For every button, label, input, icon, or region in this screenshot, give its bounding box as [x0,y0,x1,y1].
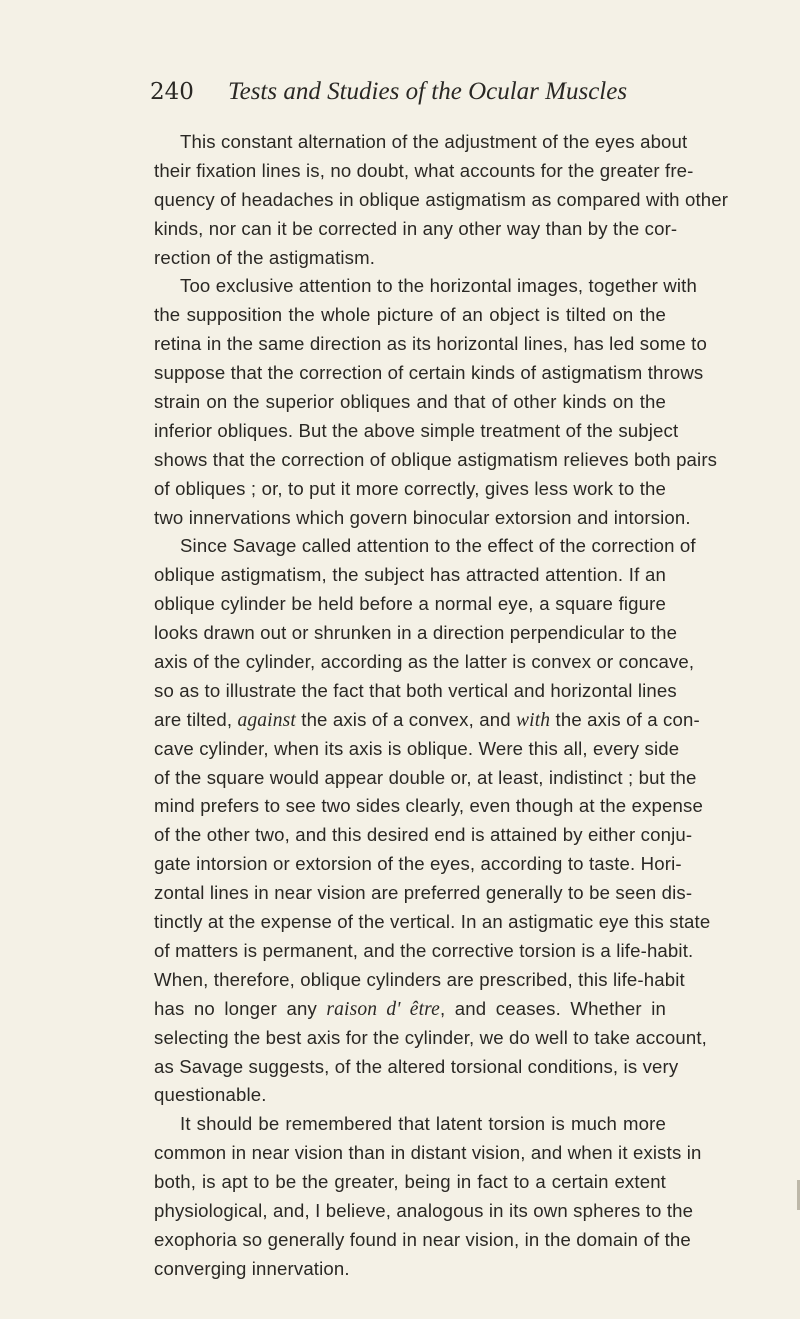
text-segment: mind prefers to see two sides clearly, even though at the expense [154,795,703,817]
running-header [150,76,670,108]
italic-text: with [516,709,551,731]
text-segment: It should be remembered that latent torsion is much more [180,1113,666,1135]
text-line [154,850,682,879]
text-segment: kinds, nor can it be corrected in any other way than by the cor- [154,217,678,239]
text-line [154,1168,666,1197]
text-segment: are tilted, [154,708,238,730]
text-line [154,186,729,215]
text-line [154,417,679,446]
text-line [154,215,678,244]
text-line [154,330,707,359]
text-segment: of obliques ; or, to put it more correctly, gives less work to the [154,477,666,499]
running-title: Tests and Studies of the Ocular Muscles [228,78,628,105]
text-line [154,966,685,995]
text-line [154,677,677,706]
text-segment: shows that the correction of oblique astigmatism relieves both pairs [154,448,718,470]
text-line [154,764,697,793]
text-line [154,706,700,735]
text-line [154,128,688,157]
text-line [154,1110,666,1139]
text-segment: of the other two, and this desired end is attained by either conju- [154,824,693,846]
text-segment: Since Savage called attention to the effect of the correction of [180,535,696,557]
text-segment: the supposition the whole picture of an object is tilted on the [154,304,666,326]
text-line [154,1024,707,1053]
italic-text: raison d' être [326,998,440,1020]
text-line [154,735,680,764]
text-line [154,504,691,533]
text-segment: When, therefore, oblique cylinders are prescribed, this life-habit [154,968,685,990]
text-segment: their fixation lines is, no doubt, what accounts for the greater fre- [154,159,694,181]
text-line [154,590,666,619]
text-segment: strain on the superior obliques and that of other kinds on the [154,391,666,413]
text-segment: so as to illustrate the fact that both vertical and horizontal lines [154,679,677,701]
text-line [154,272,697,301]
text-segment: oblique cylinder be held before a normal eye, a square figure [154,593,666,615]
text-segment: inferior obliques. But the above simple treatment of the subject [154,419,679,441]
text-segment: the axis of a con- [550,708,700,730]
text-segment: suppose that the correction of certain kinds of astigmatism throws [154,362,704,384]
text-segment: quency of headaches in oblique astigmatism as compared with other [154,188,729,210]
text-segment: , and ceases. Whether in [440,997,666,1019]
text-segment: both, is apt to be the greater, being in fact to a certain extent [154,1171,666,1193]
text-segment: questionable. [154,1084,267,1106]
text-line [154,1197,694,1226]
text-segment: rection of the astigmatism. [154,246,376,268]
text-segment: Too exclusive attention to the horizontal images, together with [180,275,697,297]
text-line [154,1139,702,1168]
text-segment: looks drawn out or shrunken in a direction perpendicular to the [154,622,678,644]
text-segment: selecting the best axis for the cylinder, we do well to take account, [154,1026,707,1048]
text-line [154,619,678,648]
text-line [154,359,704,388]
text-line [154,1255,666,1284]
text-line [154,937,694,966]
text-line [154,532,696,561]
text-line [154,908,711,937]
text-line [154,301,666,330]
text-line [154,446,718,475]
text-segment: gate intorsion or extorsion of the eyes, according to taste. Hori- [154,853,682,875]
text-segment: This constant alternation of the adjustment of the eyes about [180,131,688,152]
text-line [154,792,703,821]
text-line [154,475,666,504]
body-text [154,128,729,1284]
text-segment: oblique astigmatism, the subject has attracted attention. If an [154,564,666,586]
text-line [154,388,666,417]
text-segment: cave cylinder, when its axis is oblique. Were this all, every side [154,737,680,759]
text-segment: as Savage suggests, of the altered torsional conditions, is very [154,1055,679,1077]
text-line [154,821,693,850]
text-segment: retina in the same direction as its horizontal lines, has led some to [154,333,707,355]
text-line [154,648,695,677]
page-number: 240 [150,79,194,105]
text-segment: axis of the cylinder, according as the latter is convex or concave, [154,651,695,673]
text-segment: exophoria so generally found in near vision, in the domain of the [154,1228,691,1250]
text-line [154,561,666,590]
text-line [154,1081,666,1110]
text-line [154,157,694,186]
text-line [154,244,666,273]
text-segment: physiological, and, I believe, analogous in its own spheres to the [154,1199,694,1221]
text-segment: converging innervation. [154,1257,350,1279]
text-line [154,879,693,908]
text-segment: two innervations which govern binocular extorsion and intorsion. [154,506,691,528]
text-line [154,1226,691,1255]
text-segment: of the square would appear double or, at least, indistinct ; but the [154,766,697,788]
text-line [154,1053,679,1082]
text-segment: has no longer any [154,997,327,1019]
text-segment: tinctly at the expense of the vertical. In an astigmatic eye this state [154,911,711,933]
text-segment: the axis of a convex, and [295,708,517,730]
italic-text: against [237,709,296,731]
text-segment: of matters is permanent, and the corrective torsion is a life-habit. [154,939,694,961]
text-segment: common in near vision than in distant vision, and when it exists in [154,1142,702,1164]
text-line [154,995,666,1024]
text-segment: zontal lines in near vision are preferred generally to be seen dis- [154,882,693,904]
